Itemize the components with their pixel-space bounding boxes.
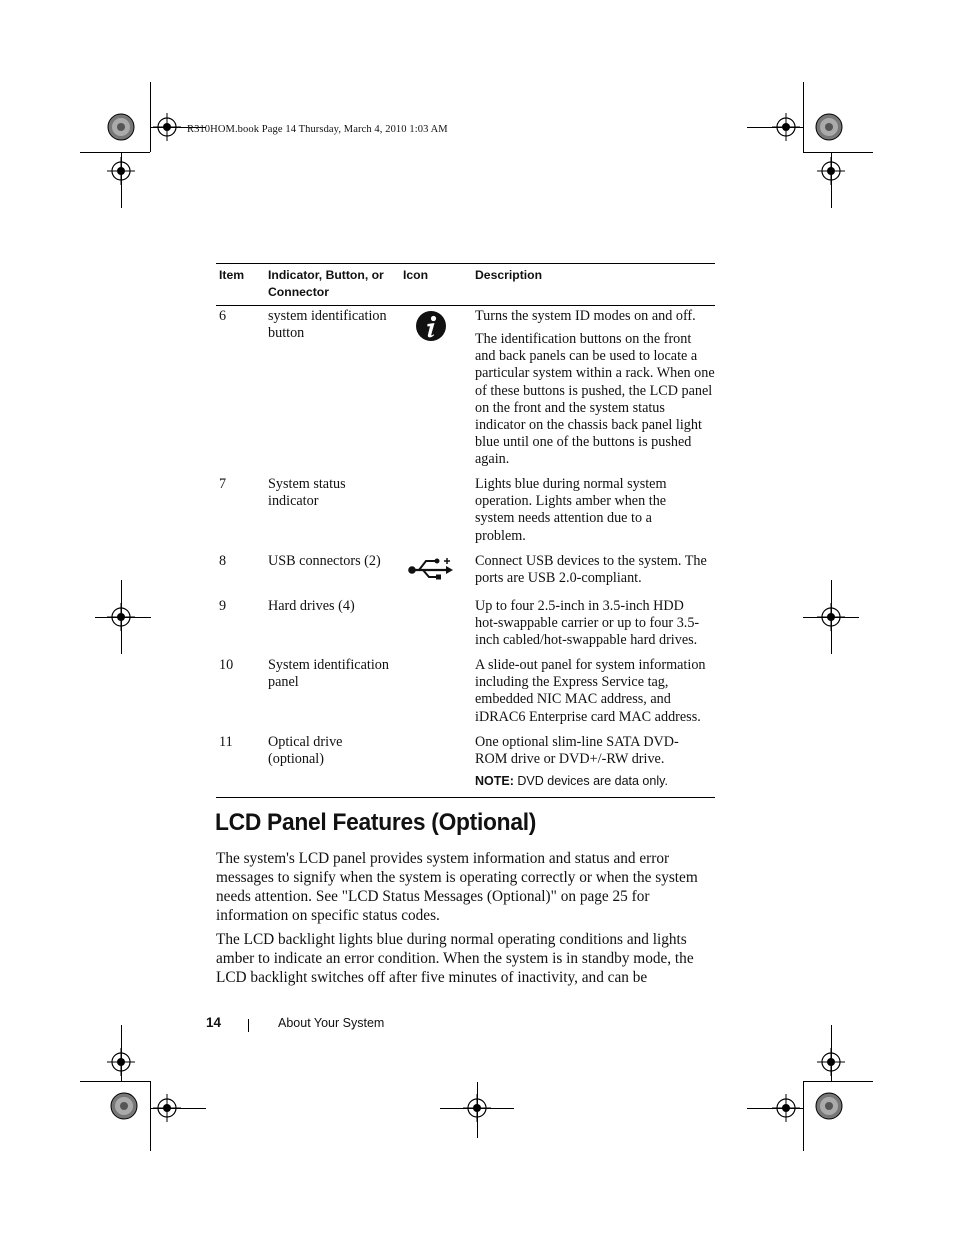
- footer-title: About Your System: [278, 1016, 385, 1030]
- row-name: system identification button: [268, 308, 387, 342]
- usb-icon: [406, 556, 454, 580]
- section-title: LCD Panel Features (Optional): [215, 809, 537, 836]
- header-description: Description: [475, 268, 543, 282]
- footer-divider: [248, 1019, 249, 1032]
- header-item: Item: [219, 268, 245, 282]
- row-name: USB connectors (2): [268, 553, 381, 569]
- row-description-detail: The identification buttons on the front and back panels can be used to locate a particular system within a rack. When one of these buttons is pushed, the LCD panel on the front and the system status indicator on the chassis back panel light blue until one of the buttons is pushed again.: [475, 331, 715, 468]
- note: [475, 774, 668, 788]
- header-icon: Icon: [403, 268, 429, 282]
- row-name: Optical drive (optional): [268, 734, 343, 768]
- row-item: 7: [219, 476, 227, 492]
- row-item: 8: [219, 553, 227, 569]
- book-header: R310HOM.book Page 14 Thursday, March 4, 2010 1:03 AM: [187, 124, 448, 135]
- row-item: 10: [219, 657, 234, 673]
- row-description: One optional slim-line SATA DVD-ROM drive or DVD+/-RW drive.: [475, 734, 679, 768]
- row-description: Connect USB devices to the system. The ports are USB 2.0-compliant.: [475, 553, 707, 587]
- row-item: 11: [219, 734, 233, 750]
- note-text: DVD devices are data only.: [517, 774, 668, 788]
- row-description: Turns the system ID modes on and off.: [475, 308, 696, 324]
- row-description: Up to four 2.5-inch in 3.5-inch HDD hot-swappable carrier or up to four 3.5-inch cabled/hot-swappable hard drives.: [475, 598, 700, 649]
- row-name: System status indicator: [268, 476, 346, 510]
- section-paragraph: The system's LCD panel provides system information and status and error messages to signify when the system is operating correctly or when the system needs attention. See "LCD Status Messages (Optional)" on page 25 for information on specific status codes.: [216, 850, 698, 924]
- section-paragraph: The LCD backlight lights blue during normal operating conditions and lights amber to indicate an error condition. When the system is in standby mode, the LCD backlight switches off after five minutes of inactivity, and can be: [216, 931, 694, 986]
- page-number: 14: [206, 1015, 222, 1030]
- note-label: NOTE:: [475, 774, 514, 788]
- row-item: 6: [219, 308, 227, 324]
- row-description: Lights blue during normal system operation. Lights amber when the system needs attention due to a problem.: [475, 476, 667, 544]
- row-item: 9: [219, 598, 227, 614]
- info-icon: [415, 310, 447, 342]
- row-name: Hard drives (4): [268, 598, 355, 614]
- row-description: A slide-out panel for system information including the Express Service tag, embedded NIC MAC address, and iDRAC6 Enterprise card MAC address.: [475, 657, 706, 725]
- header-indicator: Indicator, Button, or Connector: [268, 268, 384, 299]
- row-name: System identification panel: [268, 657, 389, 691]
